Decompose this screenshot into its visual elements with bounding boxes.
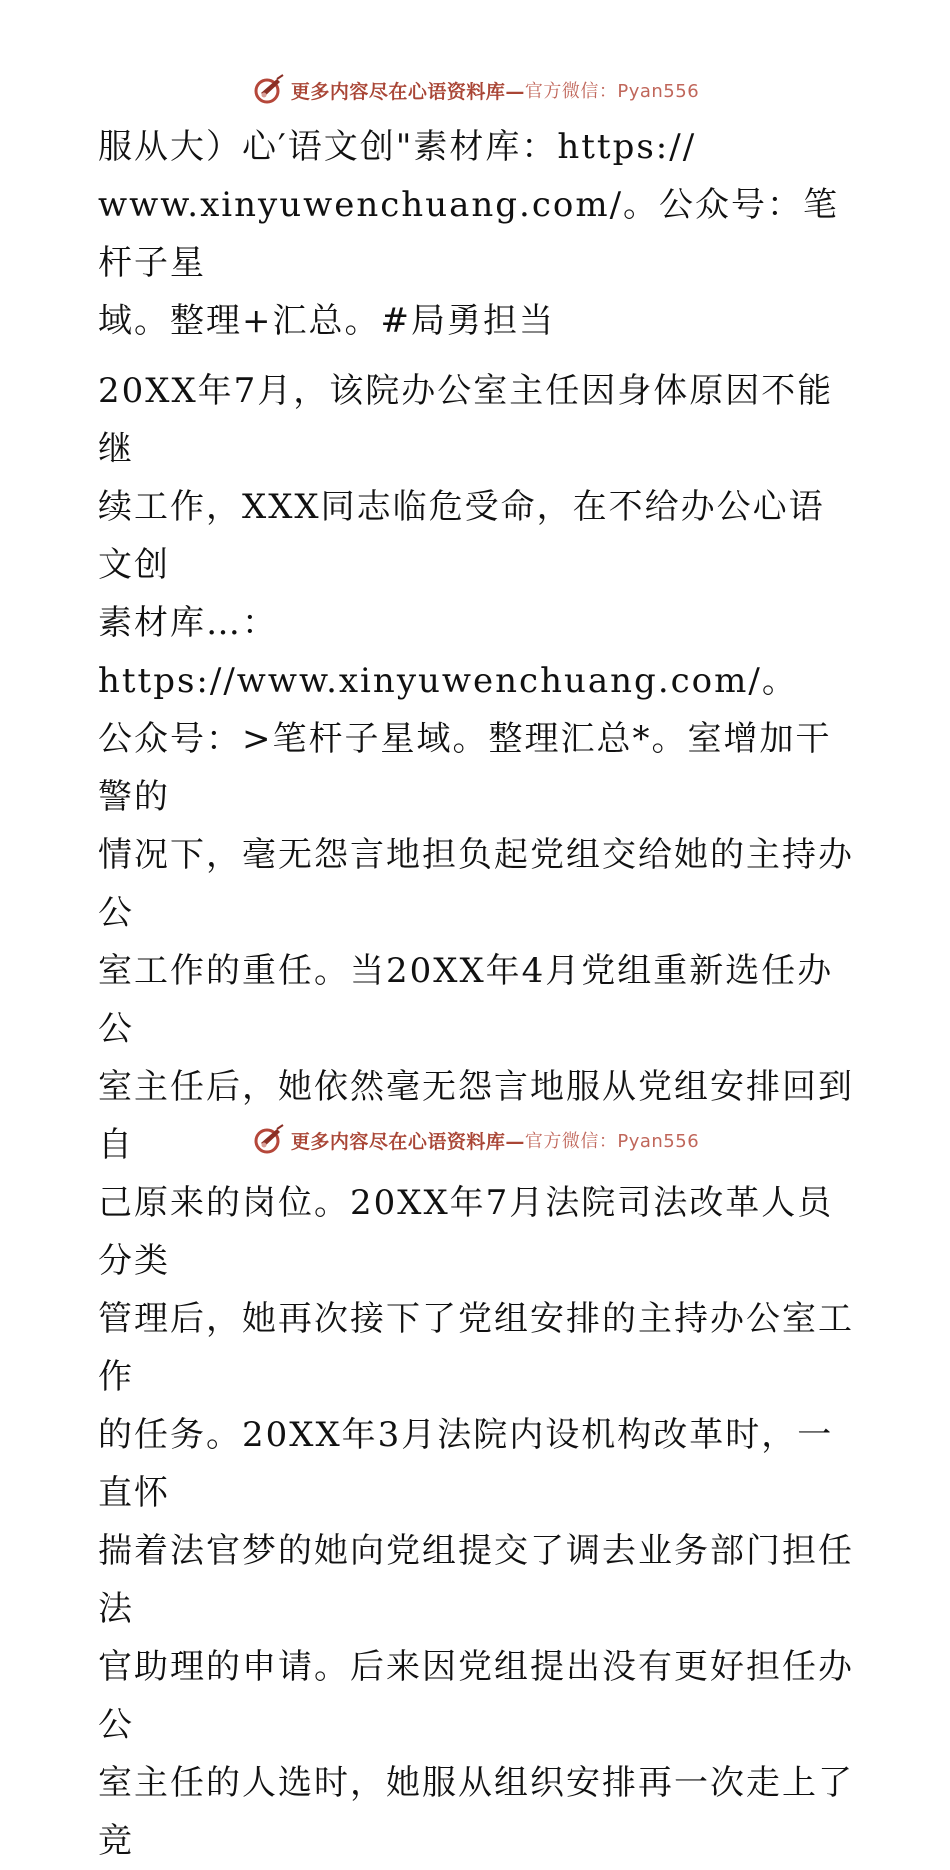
header-brand-text: 更多内容尽在心语资料库— <box>290 80 525 103</box>
footer-contact-text: 官方微信：Pyan556 <box>524 1131 700 1152</box>
document-body <box>98 118 858 1870</box>
page-header-watermark <box>0 70 950 110</box>
footer-brand-text: 更多内容尽在心语资料库— <box>290 1130 525 1153</box>
paragraph-1: 服从大）心′语文创"素材库：https:// www.xinyuwenchuang.com/。公众号：笔杆子星 域。整理+汇总。#局勇担当 <box>98 127 840 341</box>
quill-logo-icon <box>251 73 285 107</box>
paragraph-2: 20XX年7月，该院办公室主任因身体原因不能继 续工作，XXX同志临危受命，在不给办公心语文创 素材库…：https://www.xinyuwenchuang.com/。 公众号：>笔杆子星域。整理汇总*。室增加干警的 情况下，毫无怨言地担负起党组交给她的主持办公 室工作的重任。当20XX年4月党组重新选任办公 室主任后，她依然毫无怨言地服从党组安排回到自 己原来的岗位。20XX年7月法院司法改革人员分类 管理后，她再次接下了党组安排的主持办公室工作 的任务。20XX年3月法院内设机构改革时，一直怀 揣着法官梦的她向党组提交了调去业务部门担任法 官助理的申请。后来因党组提出没有更好担任办公 室主任的人选时，她服从组织安排再一次走上了竞 <box>98 371 854 1861</box>
quill-logo-icon <box>251 1123 285 1157</box>
page-footer-watermark <box>0 1120 950 1160</box>
header-contact-text: 官方微信：Pyan556 <box>524 81 700 102</box>
